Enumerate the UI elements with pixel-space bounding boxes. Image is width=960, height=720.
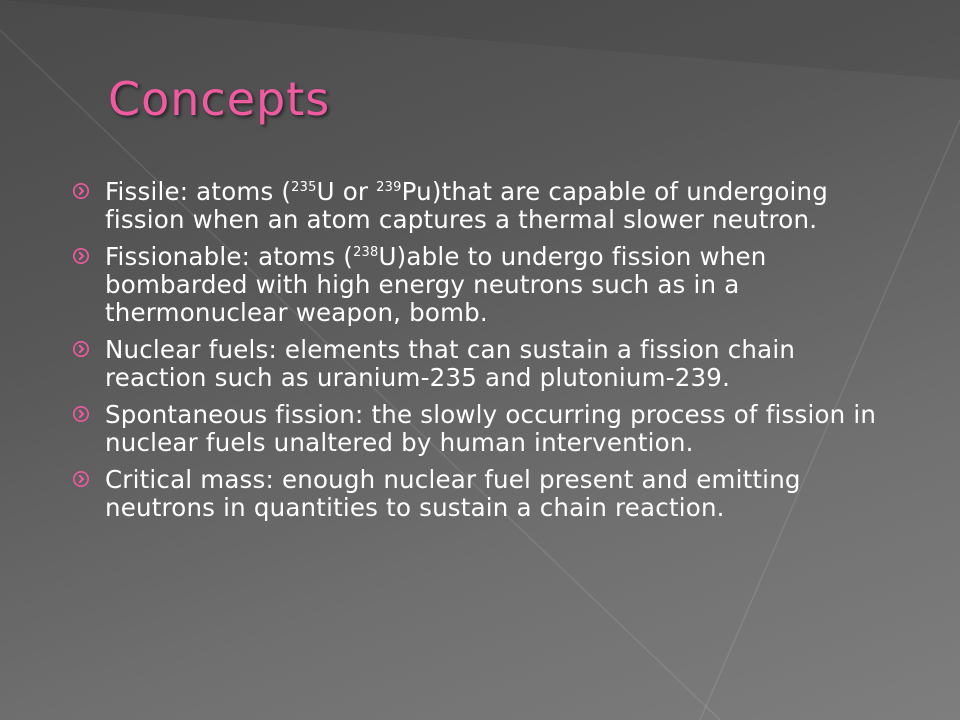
- slide-title: Concepts: [108, 72, 331, 126]
- bullet-text: enough nuclear fuel present and emitting neutrons in quantities to sustain a chain reaction.: [105, 465, 801, 522]
- bullet-term: Spontaneous fission:: [105, 400, 364, 429]
- bullet-text: atoms (: [250, 242, 354, 271]
- circled-chevron-right-icon: [72, 340, 90, 358]
- isotope-mass-number: 239: [376, 180, 402, 195]
- bullet-item: [72, 243, 902, 327]
- bullet-text: Pu)that are capable of undergoing fission when an atom captures a thermal slower neutron.: [105, 177, 828, 234]
- bullet-item: [72, 401, 902, 457]
- bullet-term: Nuclear fuels:: [105, 335, 277, 364]
- bullet-text: the slowly occurring process of fission in nuclear fuels unaltered by human intervention.: [105, 400, 877, 457]
- isotope-mass-number: 235: [291, 180, 317, 195]
- bullet-item: [72, 336, 902, 392]
- circled-chevron-right-icon: [72, 405, 90, 423]
- circled-chevron-right-icon: [72, 470, 90, 488]
- bullet-term: Fissile:: [105, 177, 189, 206]
- bullet-list: [72, 178, 902, 531]
- bullet-text: U)able to undergo fission when bombarded with high energy neutrons such as in a thermonuclear weapon, bomb.: [105, 242, 767, 327]
- bullet-item: [72, 178, 902, 234]
- bullet-term: Fissionable:: [105, 242, 251, 271]
- bullet-text: U or: [316, 177, 377, 206]
- circled-chevron-right-icon: [72, 182, 90, 200]
- bullet-text: atoms (: [188, 177, 292, 206]
- circled-chevron-right-icon: [72, 247, 90, 265]
- bullet-term: Critical mass:: [105, 465, 274, 494]
- isotope-mass-number: 238: [353, 245, 379, 260]
- bullet-text: elements that can sustain a fission chain reaction such as uranium-235 and plutonium-239.: [105, 335, 796, 392]
- bullet-item: [72, 466, 902, 522]
